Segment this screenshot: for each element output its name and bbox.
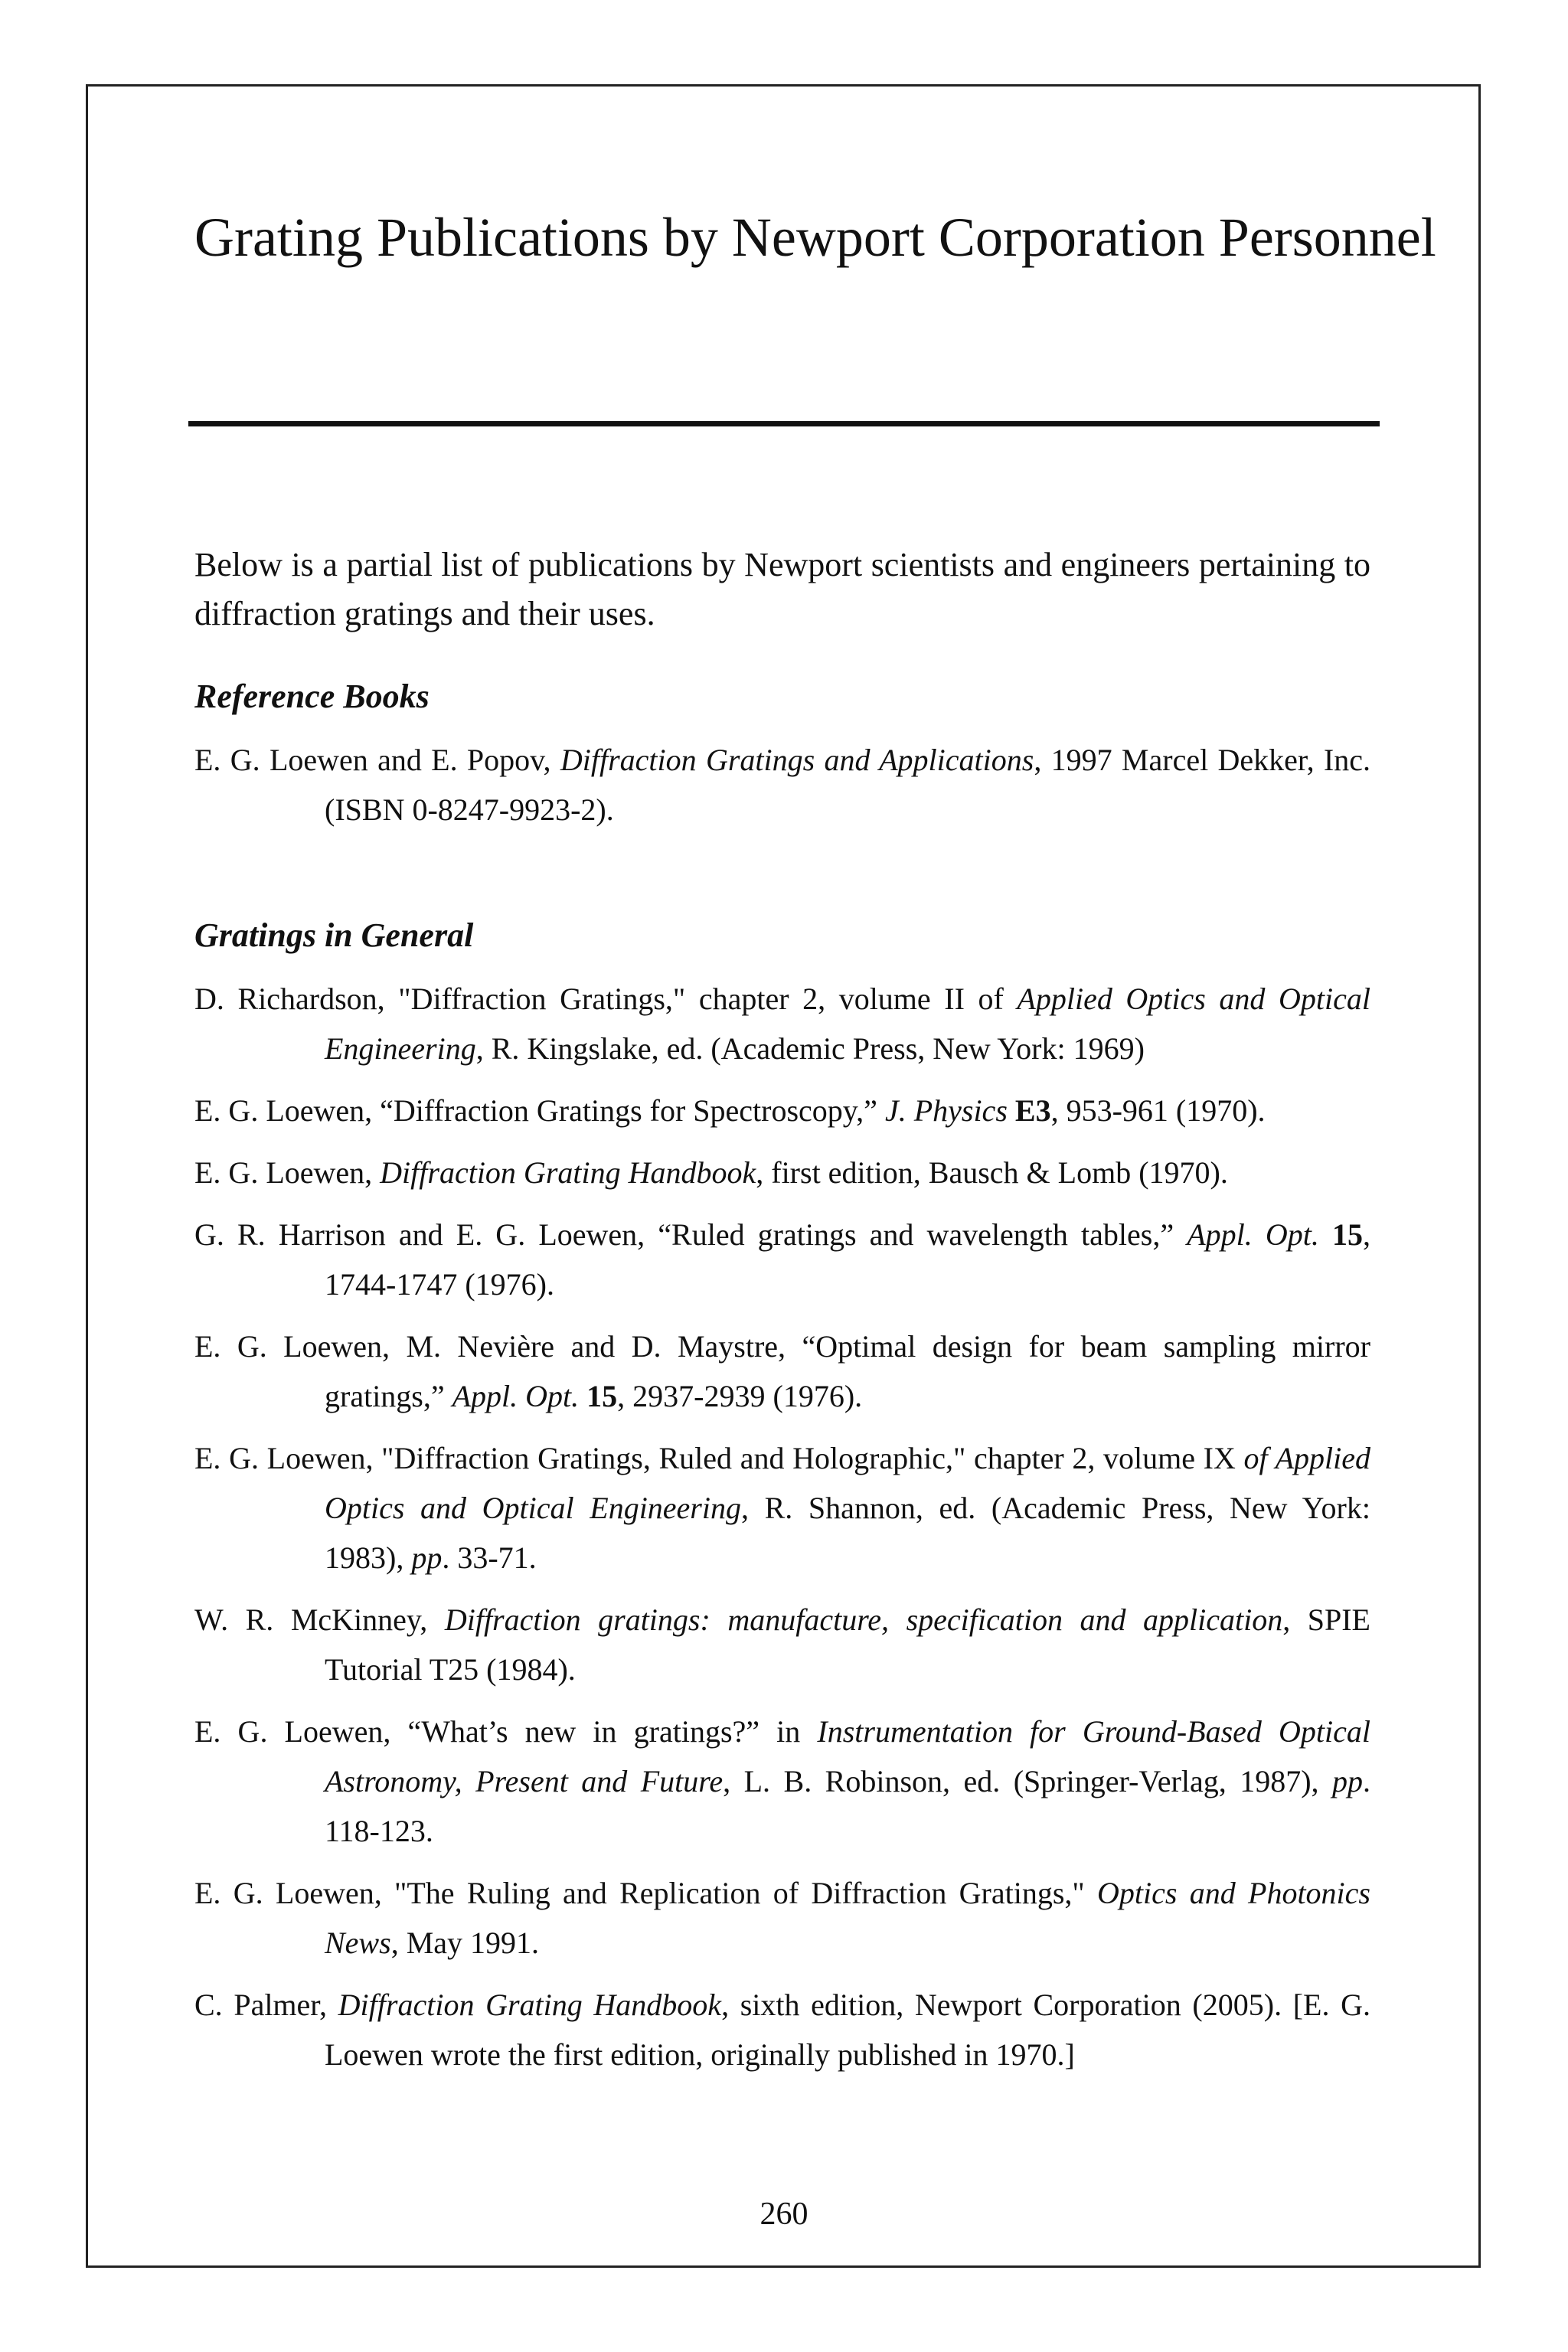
- reference-italic-text: Applied Optics and Optical Engineering: [325, 982, 1371, 1066]
- reference-entry: [194, 1148, 1370, 1197]
- reference-text: , L. B. Robinson, ed. (Springer-Verlag, 1987),: [723, 1764, 1332, 1798]
- reference-text: [1008, 1093, 1015, 1128]
- reference-text: , SPIE Tutorial T25 (1984).: [325, 1602, 1370, 1687]
- reference-italic-text: pp: [1332, 1764, 1363, 1798]
- reference-italic-text: J. Physics: [884, 1093, 1008, 1128]
- reference-entry: [194, 1595, 1370, 1694]
- reference-text: , 2937-2939 (1976).: [617, 1379, 863, 1413]
- reference-text: . 33-71.: [442, 1540, 537, 1575]
- reference-text: , May 1991.: [390, 1926, 540, 1960]
- reference-text: E. G. Loewen,: [194, 1155, 381, 1190]
- reference-italic-text: Diffraction gratings: manufacture, specification and application: [444, 1602, 1283, 1637]
- reference-text: E. G. Loewen, “Diffraction Gratings for Spectroscopy,”: [194, 1093, 885, 1128]
- reference-entry: [194, 1980, 1370, 2079]
- reference-text: , sixth edition, Newport Corporation (2005). [E. G. Loewen wrote the first edition, originally published in 1970.]: [325, 1988, 1370, 2072]
- reference-text: W. R. McKinney,: [194, 1602, 445, 1637]
- reference-italic-text: pp: [411, 1540, 443, 1575]
- reference-text: , first edition, Bausch & Lomb (1970).: [756, 1155, 1228, 1190]
- reference-entry: [194, 1868, 1370, 1968]
- reference-text: C. Palmer,: [194, 1988, 338, 2022]
- reference-entry: [194, 1086, 1370, 1135]
- reference-entry: [194, 1707, 1370, 1856]
- reference-text: E. G. Loewen, M. Nevière and D. Maystre, “Optimal design for beam sampling mirror gratings,”: [194, 1329, 1370, 1413]
- reference-entry: [194, 735, 1370, 835]
- reference-italic-text: Appl. Opt.: [1187, 1217, 1319, 1252]
- reference-text: E. G. Loewen, "The Ruling and Replication of Diffraction Gratings,": [194, 1876, 1097, 1910]
- section-reference-books: [194, 674, 1370, 847]
- title-divider: [188, 421, 1380, 426]
- reference-text: E. G. Loewen and E. Popov,: [194, 743, 560, 777]
- reference-bold-text: 15: [1332, 1217, 1364, 1252]
- reference-text: E. G. Loewen, “What’s new in gratings?” in: [194, 1714, 818, 1749]
- reference-entry: [194, 1433, 1370, 1583]
- reference-italic-text: Diffraction Grating Handbook: [380, 1155, 756, 1190]
- reference-entry: [194, 974, 1370, 1073]
- title-block: [194, 199, 1436, 276]
- reference-text: E. G. Loewen, "Diffraction Gratings, Ruled and Holographic," chapter 2, volume IX: [194, 1441, 1244, 1475]
- intro-paragraph: Below is a partial list of publications by Newport scientists and engineers pertaining to diffraction gratings and their uses.: [194, 546, 1370, 632]
- reference-entry: [194, 1321, 1370, 1421]
- reference-list: [194, 974, 1370, 2079]
- reference-italic-text: Appl. Opt.: [452, 1379, 580, 1413]
- reference-text: , 1744-1747 (1976).: [325, 1217, 1371, 1302]
- reference-text: . 118-123.: [325, 1764, 1370, 1848]
- reference-italic-text: of Applied Optics and Optical Engineering: [325, 1441, 1370, 1525]
- section-heading: Gratings in General: [194, 916, 474, 954]
- reference-italic-text: Diffraction Gratings and Applications: [560, 743, 1034, 777]
- reference-text: [579, 1379, 586, 1413]
- reference-entry: [194, 1210, 1370, 1309]
- reference-bold-text: 15: [586, 1379, 618, 1413]
- page-number: 260: [760, 2197, 808, 2232]
- reference-text: , 953-961 (1970).: [1050, 1093, 1266, 1128]
- reference-text: [1319, 1217, 1332, 1252]
- page-title: Grating Publications by Newport Corporation Personnel: [194, 207, 1436, 268]
- reference-text: , 1997 Marcel Dekker, Inc. (ISBN 0-8247-9923-2).: [325, 743, 1371, 827]
- reference-italic-text: Diffraction Grating Handbook: [338, 1988, 722, 2022]
- reference-bold-text: E3: [1014, 1093, 1051, 1128]
- reference-italic-text: Optics and Photonics News: [325, 1876, 1370, 1960]
- section-heading: Reference Books: [194, 678, 430, 715]
- reference-text: , R. Shannon, ed. (Academic Press, New York: 1983),: [325, 1491, 1370, 1575]
- reference-italic-text: Instrumentation for Ground-Based Optical Astronomy, Present and Future: [325, 1714, 1370, 1798]
- section-gratings-in-general: [194, 913, 1370, 2092]
- reference-text: D. Richardson, "Diffraction Gratings," chapter 2, volume II of: [194, 982, 1018, 1016]
- reference-list: [194, 735, 1370, 835]
- reference-text: , R. Kingslake, ed. (Academic Press, New York: 1969): [475, 1031, 1145, 1066]
- reference-text: G. R. Harrison and E. G. Loewen, “Ruled gratings and wavelength tables,”: [194, 1217, 1187, 1252]
